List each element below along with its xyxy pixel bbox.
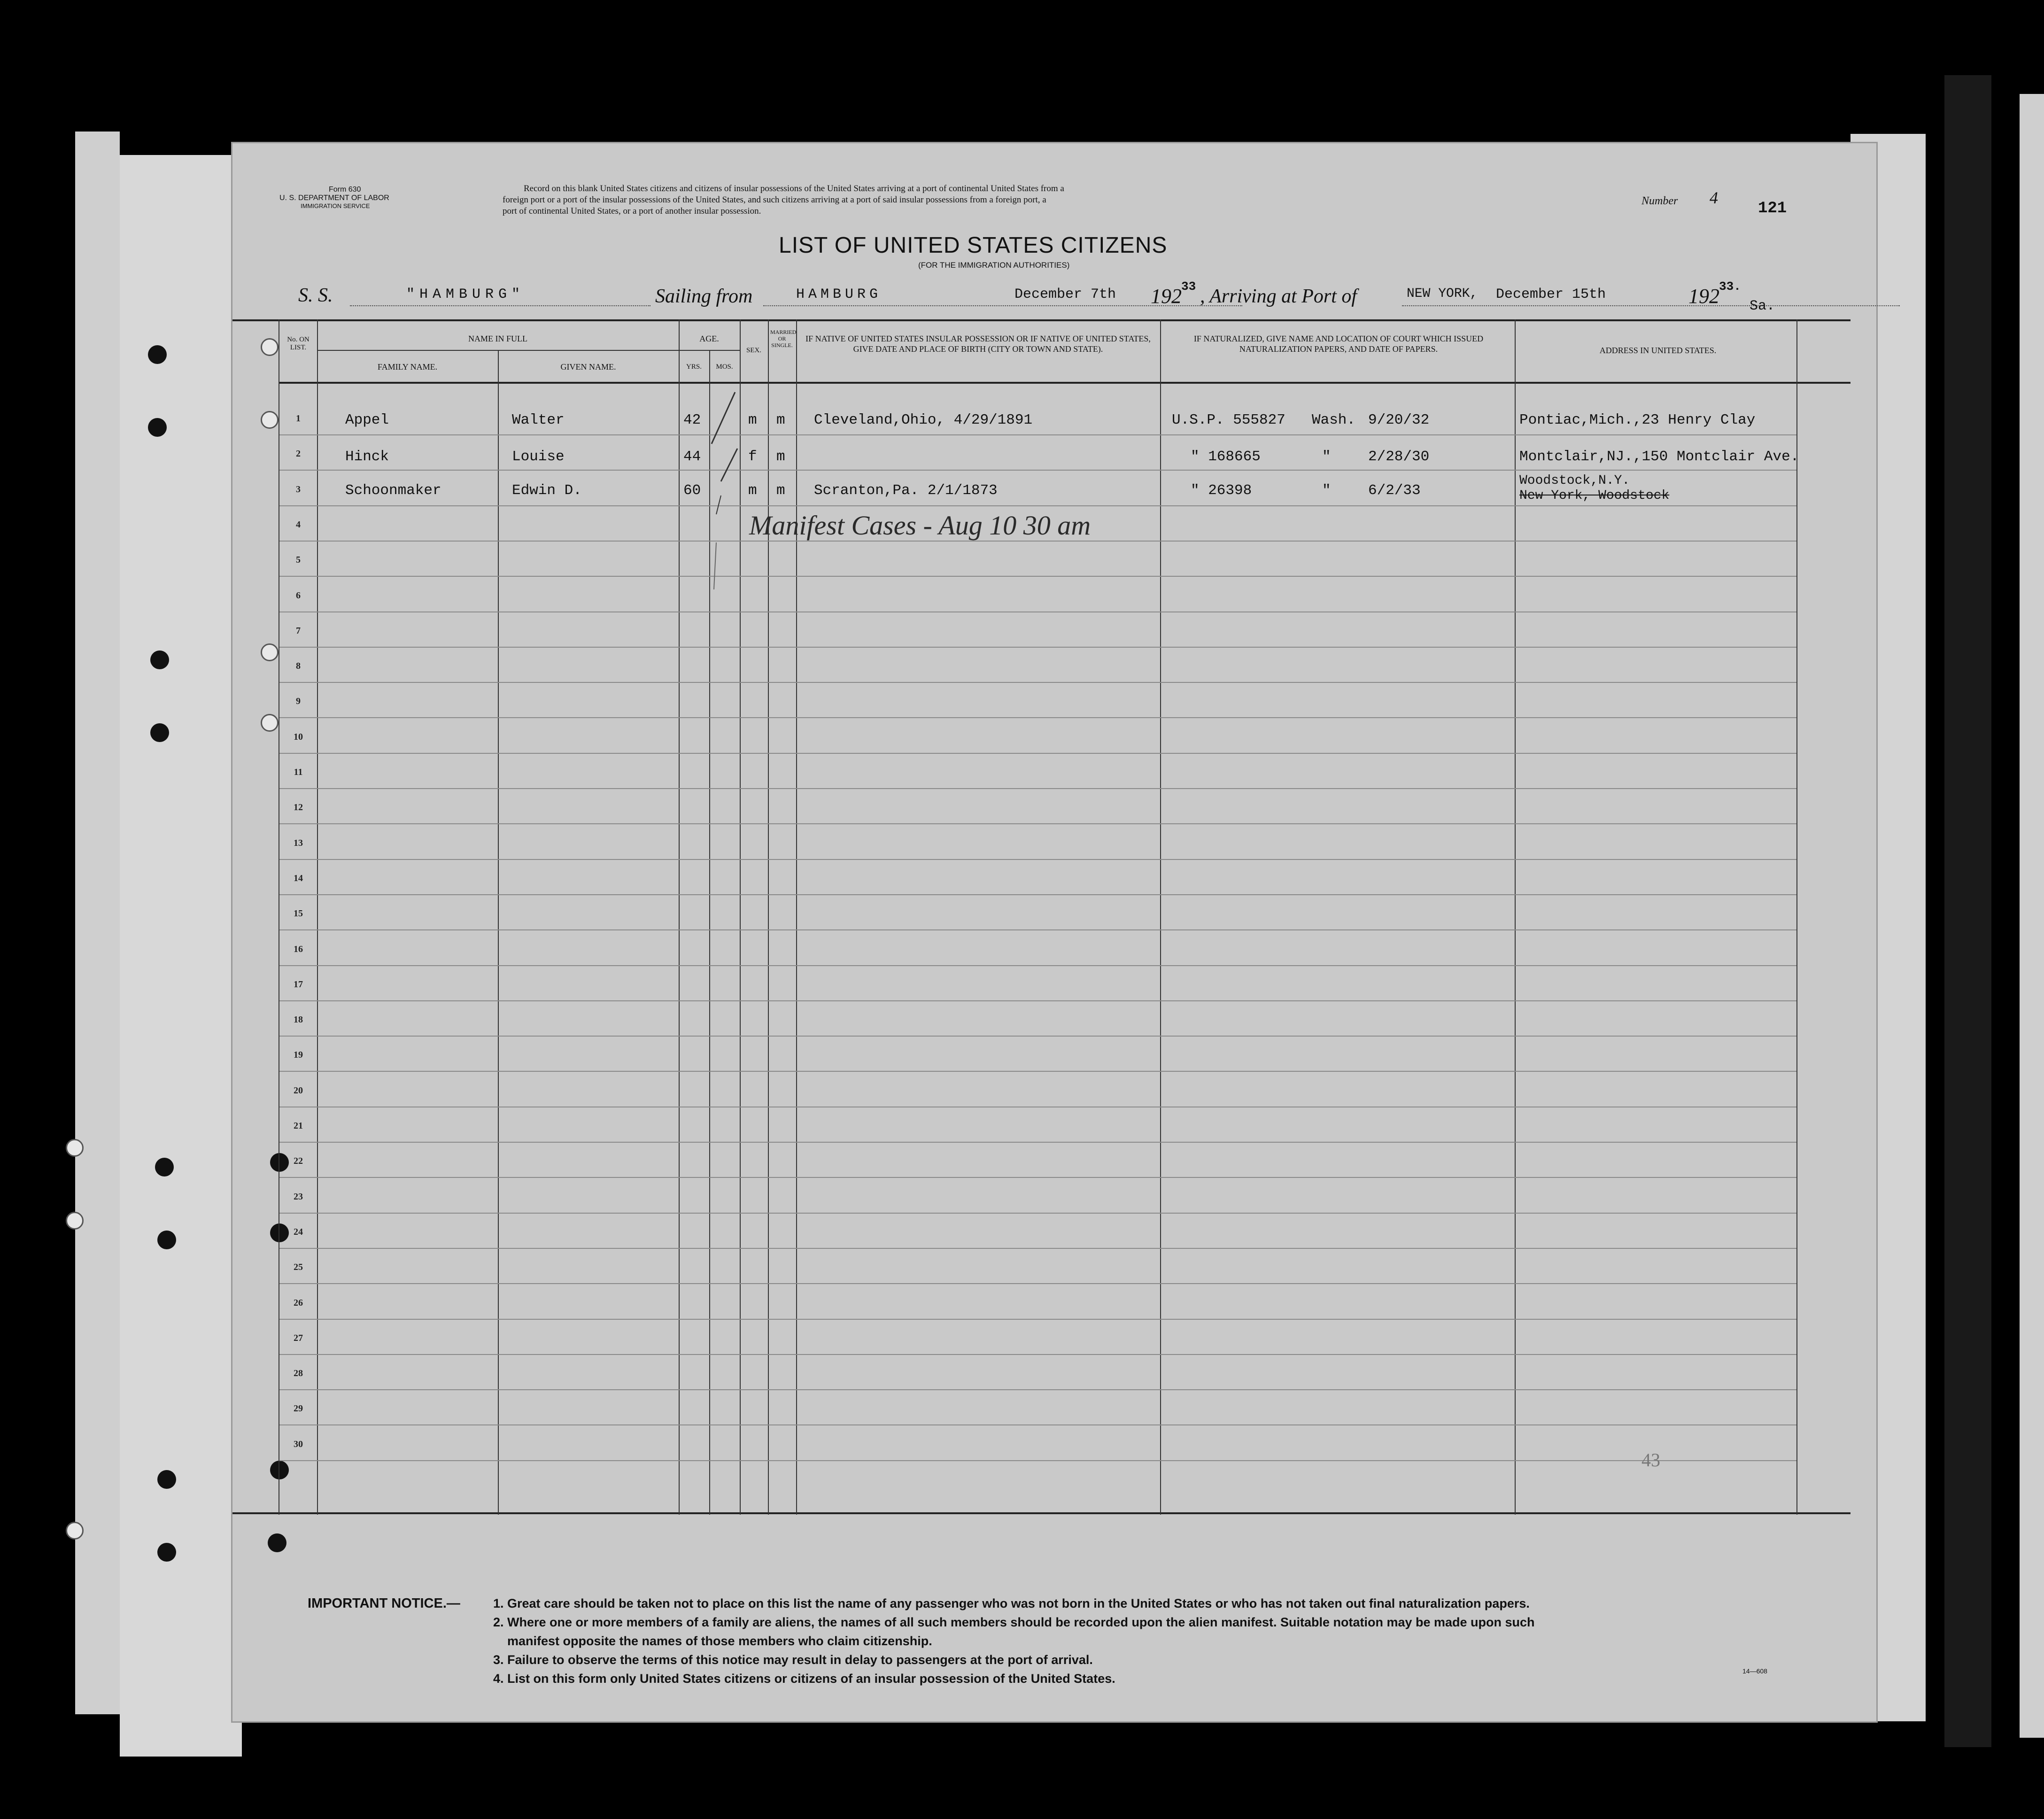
row-number: 29 [294,1403,303,1414]
col-header-naturalized: IF NATURALIZED, GIVE NAME AND LOCATION OF COURT WHICH ISSUED NATURALIZATION PAPERS, AND DATE OF PAPERS. [1193,334,1484,354]
instruction-line: foreign port or a port of the insular possessions of the United States, and such citizens arriving at a port of said insular possessions from a foreign port, a [503,195,1046,205]
row-line [279,576,1796,577]
row-number: 10 [294,732,303,742]
row-number: 9 [296,696,301,706]
address-cell: Woodstock,N.Y. [1519,473,1630,488]
row-line [279,788,1796,789]
col-divider [498,350,499,1515]
instruction-line: Record on this blank United States citizens and citizens of insular possessions of the United States arriving at a port of continental United States from a [524,184,1064,194]
punch-hole-open [66,1212,84,1230]
age-cell: 42 [683,412,701,428]
row-number: 15 [294,908,303,919]
row-number: 18 [294,1014,303,1025]
sheet-hole [261,338,279,356]
row-line [279,753,1796,754]
row-number: 3 [296,484,301,495]
row-line [279,859,1796,860]
department-name: U. S. DEPARTMENT OF LABOR [279,194,389,202]
row-number: 1 [296,413,301,424]
birth-cell: Scranton,Pa. 2/1/1873 [814,482,998,499]
naturalization-date-cell: 6/2/33 [1368,482,1421,499]
age-cell: 60 [683,482,701,499]
notice-item: 3. Failure to observe the terms of this notice may result in delay to passengers at the port of arrival. [493,1653,1093,1667]
class-note: Sa. [1750,298,1775,314]
col-divider [768,319,769,1515]
punch-hole [157,1231,176,1249]
family-name-cell: Hinck [345,449,389,465]
naturalization-date-cell: 2/28/30 [1368,449,1430,465]
print-code: 14—608 [1742,1667,1767,1675]
pencil-page-number: 43 [1641,1449,1660,1471]
row-line [279,1283,1796,1284]
col-divider [796,319,797,1515]
given-name-cell: Walter [512,412,565,428]
row-line [279,823,1796,824]
table-bottom-border [232,1512,1850,1514]
notice-heading: IMPORTANT NOTICE.— [308,1596,460,1611]
sheet-hole [261,411,279,429]
address-cell: Pontiac,Mich.,23 Henry Clay [1519,412,1756,428]
row-number: 5 [296,555,301,565]
naturalization-ref-cell: U.S.P. 555827 [1172,412,1285,428]
sheet-hole [268,1533,286,1552]
row-line [279,1460,1796,1461]
row-line [279,682,1796,683]
punch-hole-open [66,1522,84,1540]
row-line [279,647,1796,648]
row-number: 24 [294,1227,303,1237]
arrival-date: December 15th [1496,286,1606,302]
given-name-cell: Louise [512,449,565,465]
punch-hole-open [66,1139,84,1157]
row-number: 30 [294,1439,303,1449]
married-cell: m [776,412,785,428]
row-line [279,611,1796,612]
row-number: 17 [294,979,303,990]
row-number: 19 [294,1050,303,1060]
handwritten-note: Manifest Cases - Aug 10 30 am [749,510,1091,541]
given-name-cell: Edwin D. [512,482,582,499]
punch-hole [157,1543,176,1562]
departure-date: December 7th [1014,286,1116,302]
row-number: 26 [294,1298,303,1308]
sailing-label: Sailing from [655,286,753,307]
row-number: 12 [294,802,303,813]
name-subheader-line [317,350,679,351]
naturalization-date-cell: 9/20/32 [1368,412,1430,428]
col-header-address: ADDRESS IN UNITED STATES. [1599,346,1717,355]
row-number: 4 [296,519,301,530]
row-line [279,965,1796,966]
naturalization-place-cell: " [1322,449,1331,465]
birth-cell: Cleveland,Ohio, 4/29/1891 [814,412,1033,428]
col-header-mos: MOS. [716,363,733,371]
notice-item: 4. List on this form only United States citizens or citizens of an insular possession of the United States. [493,1672,1115,1686]
binder-edge-right [1944,75,1991,1747]
col-divider [1160,319,1161,1515]
row-number: 27 [294,1333,303,1343]
page-stamp: 121 [1758,200,1787,217]
table-top-border [232,319,1850,321]
row-number: 22 [294,1156,303,1166]
row-number: 2 [296,449,301,459]
arrival-port: NEW YORK, [1407,286,1478,301]
row-line [279,1142,1796,1143]
row-number: 6 [296,590,301,601]
col-header-sex: SEX. [746,347,762,354]
number-label: Number [1641,195,1678,207]
row-number: 25 [294,1262,303,1272]
naturalization-ref-cell: " 26398 [1191,482,1252,499]
ship-name: "HAMBURG" [406,286,525,302]
row-line [279,434,1796,435]
row-line [279,929,1796,930]
notice-item: manifest opposite the names of those members who claim citizenship. [507,1634,932,1648]
arriving-label: , Arriving at Port of [1200,286,1357,307]
married-cell: m [776,449,785,465]
row-line [279,1177,1796,1178]
col-header-given: GIVEN NAME. [560,362,616,372]
tally-marks [702,378,759,604]
row-number: 14 [294,873,303,883]
row-number: 11 [294,767,303,777]
punch-hole [150,650,169,669]
married-cell: m [776,482,785,499]
header-bottom-border [279,382,1850,384]
col-divider [1796,319,1797,1515]
row-number: 8 [296,661,301,671]
col-header-yrs: YRS. [686,363,702,371]
notice-item: 2. Where one or more members of a family are aliens, the names of all such members should be recorded upon the alien manifest. Suitable notation may be made upon such [493,1615,1535,1629]
row-line [279,1213,1796,1214]
col-header-family: FAMILY NAME. [377,362,438,372]
age-subheader-line [679,350,740,351]
sheet-hole [261,643,279,661]
page-subtitle: (FOR THE IMMIGRATION AUTHORITIES) [918,261,1070,270]
col-header-native: IF NATIVE OF UNITED STATES INSULAR POSSESSION OR IF NATIVE OF UNITED STATES, GIVE DATE AND PLACE OF BIRTH (CITY OR TOWN AND STATE). [805,334,1151,354]
form-number: Form 630 [329,186,361,194]
row-number: 23 [294,1192,303,1202]
departure-port: HAMBURG [796,286,882,302]
sex-cell: m [748,412,757,428]
row-number: 20 [294,1085,303,1096]
family-name-cell: Schoonmaker [345,482,441,499]
sex-cell: m [748,482,757,499]
row-line [279,1319,1796,1320]
manifest-sheet [232,143,1876,1721]
year-prefix: 192 [1151,285,1182,308]
naturalization-ref-cell: " 168665 [1191,449,1261,465]
row-number: 16 [294,944,303,954]
row-line [279,1071,1796,1072]
year-suffix: 33 [1181,279,1196,294]
sheet-hole [270,1461,289,1479]
row-line [279,470,1796,471]
punch-hole [148,418,167,437]
row-number: 13 [294,838,303,848]
sheet-hole [261,714,279,732]
arrival-dotted-line [1402,305,1900,306]
punch-hole [157,1470,176,1489]
col-header-no: No. ON LIST. [287,336,310,351]
year-prefix: 192 [1688,285,1719,308]
row-line [279,717,1796,718]
address-struck-cell: New York, Woodstock [1519,488,1670,503]
binder-backing-left [120,155,242,1757]
col-divider [317,319,318,1515]
page-title: LIST OF UNITED STATES CITIZENS [779,233,1168,258]
row-line [279,505,1796,506]
col-divider [679,319,680,1515]
col-divider [1515,319,1516,1515]
col-header-married: MARRIED OR SINGLE. [770,329,797,348]
notice-item: 1. Great care should be taken not to place on this list the name of any passenger who was not born in the United States or who has not taken out final naturalization papers. [493,1596,1530,1610]
punch-hole [148,345,167,364]
row-line [279,1389,1796,1390]
age-cell: 44 [683,449,701,465]
row-line [279,894,1796,895]
punch-hole [150,723,169,742]
col-header-name: NAME IN FULL [468,334,527,343]
row-line [279,1424,1796,1425]
row-line [279,1000,1796,1001]
binder-far-right [2020,94,2044,1738]
row-number: 7 [296,626,301,636]
naturalization-place-cell: Wash. [1312,412,1356,428]
row-line [279,1036,1796,1037]
family-name-cell: Appel [345,412,389,428]
number-handwritten: 4 [1710,188,1718,207]
col-header-age: AGE. [699,334,719,343]
ship-dotted-line [350,305,650,306]
ss-label: S. S. [298,285,333,306]
address-cell: Montclair,NJ.,150 Montclair Ave. [1519,449,1799,465]
binder-left-strip [75,132,120,1714]
sex-cell: f [748,449,757,465]
year-suffix: 33. [1719,279,1741,294]
naturalization-place-cell: " [1322,482,1331,499]
punch-hole [155,1158,174,1177]
row-line [279,1354,1796,1355]
instruction-line: port of continental United States, or a port of another insular possession. [503,206,761,216]
row-line [279,1248,1796,1249]
row-number: 28 [294,1368,303,1378]
row-number: 21 [294,1121,303,1131]
service-name: IMMIGRATION SERVICE [301,202,370,209]
